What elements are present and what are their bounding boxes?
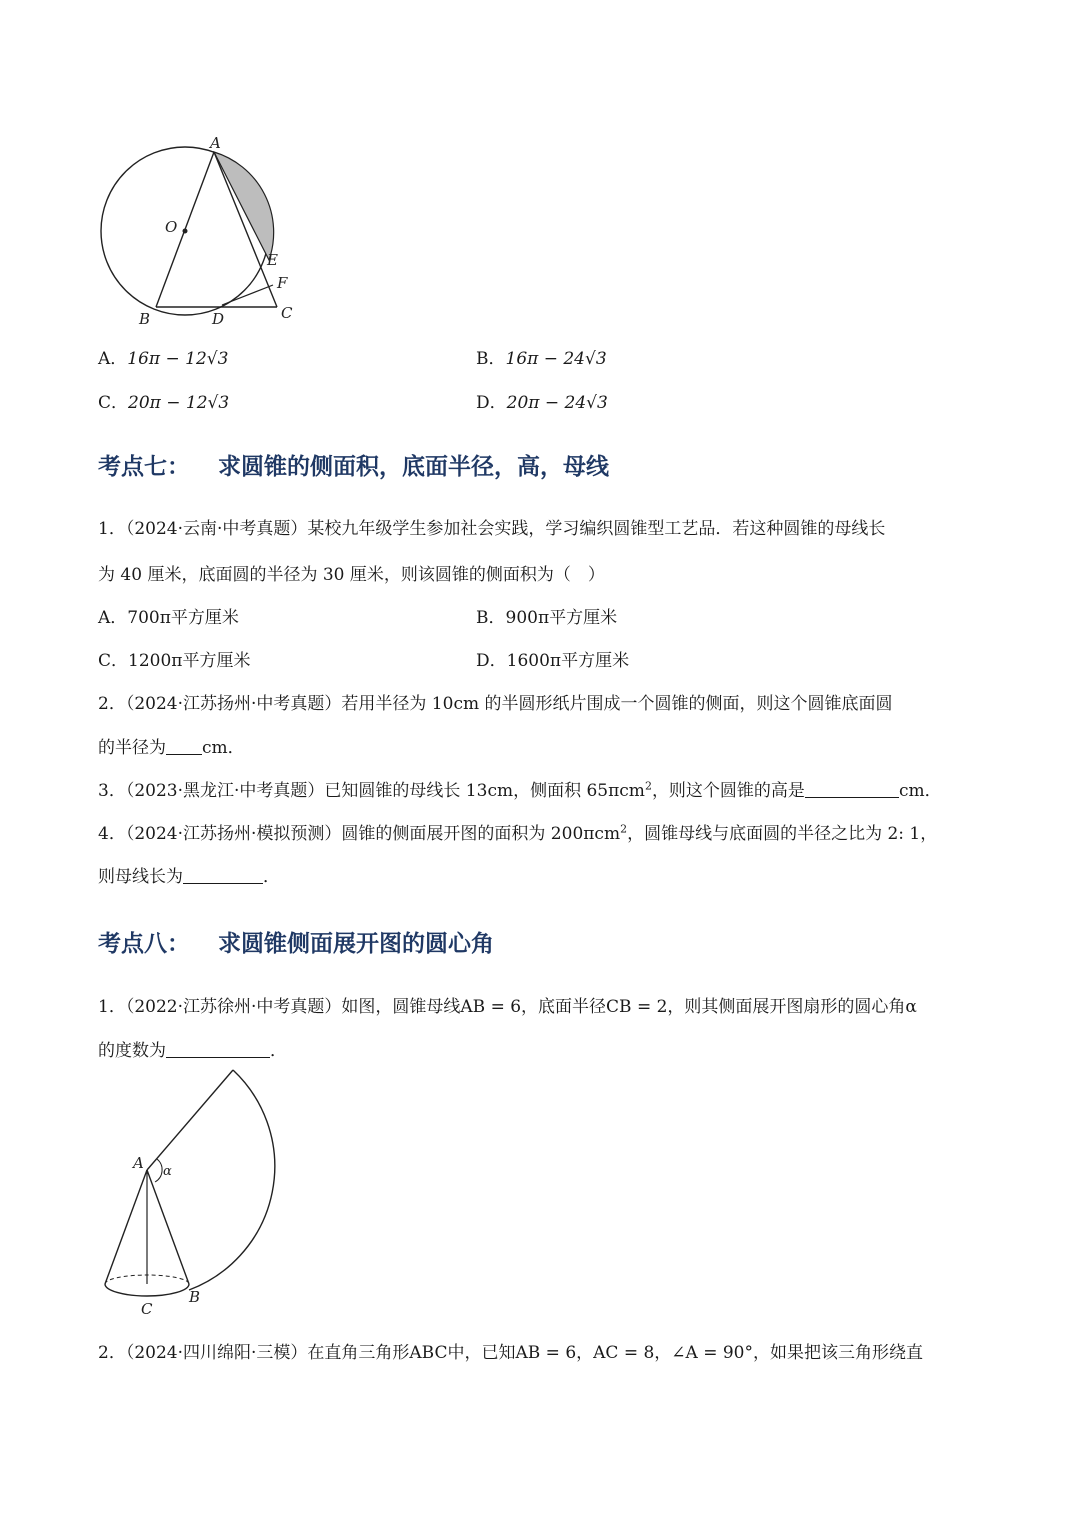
section-7-heading: 考点七： 求圆锥的侧面积，底面半径，高，母线	[98, 454, 609, 480]
s7-q3-line: 3．（2023·黑龙江·中考真题）已知圆锥的母线长 13cm，侧面积 65πcm$^2$，则这个圆锥的高是 cm．	[98, 779, 942, 801]
s7-q1-option-a: A．700π平方厘米	[98, 608, 239, 628]
prev-option-b: B．16π − 24√3	[476, 349, 607, 369]
cone-right-slant	[147, 1170, 189, 1284]
circle-triangle-figure	[95, 130, 305, 330]
answer-blank[interactable]	[166, 1043, 270, 1058]
section-8-heading: 考点八： 求圆锥侧面展开图的圆心角	[98, 931, 494, 957]
answer-blank[interactable]	[183, 869, 263, 884]
label-f: F	[277, 274, 288, 292]
s7-q4-line2: 则母线长为 ．	[98, 867, 280, 887]
s7-q1-option-d: D．1600π平方厘米	[476, 651, 630, 671]
s7-q2-line2: 的半径为 cm．	[98, 738, 245, 758]
label-b: B	[189, 1288, 201, 1306]
s7-q2-line1: 2．（2024·江苏扬州·中考真题）若用半径为 10cm 的半圆形纸片围成一个圆锥的侧面，则这个圆锥底面圆	[98, 694, 893, 714]
s7-q1-option-b: B．900π平方厘米	[476, 608, 618, 628]
label-alpha: α	[163, 1164, 172, 1179]
label-d: D	[212, 310, 225, 328]
s7-q4-line1: 4．（2024·江苏扬州·模拟预测）圆锥的侧面展开图的面积为 200πcm$^2$，圆锥母线与底面圆的半径之比为 2: 1，	[98, 822, 938, 844]
cone-left-slant	[105, 1170, 147, 1284]
cone-unfolding-figure	[95, 1060, 295, 1320]
label-b: B	[139, 310, 151, 328]
s8-q2-line1: 2．（2024·四川绵阳·三模）在直角三角形ABC中，已知AB = 6，AC = 8，∠A = 90°，如果把该三角形绕直	[98, 1343, 923, 1363]
angle-alpha-arc	[155, 1159, 162, 1182]
base-front-arc	[105, 1284, 189, 1296]
prev-option-d: D．20π − 24√3	[476, 393, 608, 413]
answer-blank[interactable]	[166, 740, 202, 755]
s8-q1-line1: 1．（2022·江苏徐州·中考真题）如图，圆锥母线AB = 6，底面半径CB = 2，则其侧面展开图扇形的圆心角α	[98, 997, 917, 1017]
label-c: C	[141, 1300, 153, 1318]
label-c: C	[281, 304, 293, 322]
s8-q1-line2: 的度数为 ．	[98, 1041, 287, 1061]
sector-radius	[147, 1070, 233, 1170]
sector-arc	[189, 1070, 275, 1290]
answer-blank[interactable]	[805, 783, 899, 798]
prev-option-c: C．20π − 12√3	[98, 393, 230, 413]
center-point-o	[183, 229, 188, 234]
s7-q1-line2: 为 40 厘米，底面圆的半径为 30 厘米，则该圆锥的侧面积为（ ）	[98, 565, 605, 585]
label-o: O	[165, 218, 178, 236]
prev-option-a: A．16π − 12√3	[98, 349, 229, 369]
label-a: A	[210, 134, 221, 152]
s7-q1-line1: 1．（2024·云南·中考真题）某校九年级学生参加社会实践，学习编织圆锥型工艺品．若这种圆锥的母线长	[98, 519, 886, 539]
label-a: A	[133, 1154, 144, 1172]
shaded-segment	[214, 152, 274, 260]
label-e: E	[267, 251, 278, 269]
s7-q1-option-c: C．1200π平方厘米	[98, 651, 251, 671]
